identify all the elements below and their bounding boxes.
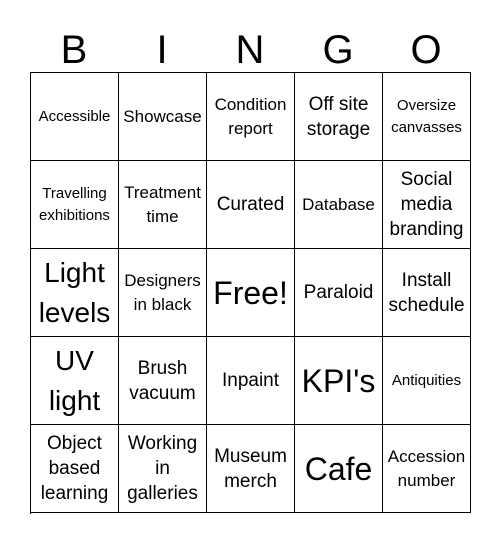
cell-label: Inpaint [221, 370, 280, 391]
bingo-cell[interactable] [383, 249, 471, 337]
bingo-cell[interactable] [295, 73, 383, 161]
cell-label: Antiquities [391, 371, 462, 389]
bingo-cell[interactable] [31, 425, 119, 513]
cell-label: UV light [48, 344, 101, 416]
cell-label: Oversize canvasses [391, 96, 462, 136]
bingo-cell[interactable] [383, 73, 471, 161]
bingo-cell[interactable] [119, 425, 207, 513]
bingo-cell[interactable] [31, 249, 119, 337]
bingo-cell[interactable] [207, 73, 295, 161]
header-letter-o: O [410, 28, 442, 72]
cell-label: Designers in black [124, 270, 201, 314]
bingo-cell[interactable] [295, 337, 383, 425]
bingo-cell[interactable] [295, 425, 383, 513]
cell-label: Museum merch [214, 445, 287, 492]
cell-label: Curated [216, 194, 285, 215]
cell-label: Light levels [38, 256, 111, 328]
bingo-cell[interactable] [383, 161, 471, 249]
cell-label: Install schedule [388, 269, 465, 316]
cell-label: Brush vacuum [129, 357, 196, 404]
bingo-cell[interactable] [207, 337, 295, 425]
bingo-cell[interactable] [119, 249, 207, 337]
header-letter-g: G [322, 28, 354, 72]
bingo-cell[interactable] [295, 161, 383, 249]
cell-label: Off site storage [306, 93, 371, 140]
bingo-cell[interactable] [31, 337, 119, 425]
bingo-board [30, 72, 471, 514]
cell-label: Cafe [304, 450, 373, 487]
bingo-cell[interactable] [207, 161, 295, 249]
cell-label: Showcase [123, 106, 202, 126]
cell-label: Treatment time [124, 182, 201, 226]
bingo-cell[interactable] [383, 337, 471, 425]
bingo-cell[interactable] [119, 161, 207, 249]
bingo-cell[interactable] [383, 425, 471, 513]
cell-label: Condition report [214, 94, 287, 138]
bingo-cell[interactable] [119, 337, 207, 425]
cell-label: Accessible [38, 107, 111, 125]
cell-label: Social media branding [389, 169, 464, 240]
bingo-cell[interactable] [31, 73, 119, 161]
bingo-cell[interactable] [31, 161, 119, 249]
bingo-header [30, 26, 470, 74]
free-space-cell[interactable] [207, 249, 295, 337]
cell-label: Object based learning [40, 433, 109, 504]
header-letter-n: N [235, 28, 265, 72]
bingo-cell[interactable] [119, 73, 207, 161]
bingo-cell[interactable] [295, 249, 383, 337]
cell-label: Accession number [387, 446, 466, 490]
cell-label: Paraloid [303, 282, 374, 303]
header-letter-b: B [60, 28, 88, 72]
cell-label: Database [302, 194, 375, 214]
header-letter-i: I [156, 28, 168, 72]
cell-label: Travelling exhibitions [39, 184, 110, 224]
cell-label: Working in galleries [127, 433, 198, 504]
cell-label: KPI's [301, 362, 376, 399]
bingo-cell[interactable] [207, 425, 295, 513]
cell-label: Free! [213, 274, 288, 311]
